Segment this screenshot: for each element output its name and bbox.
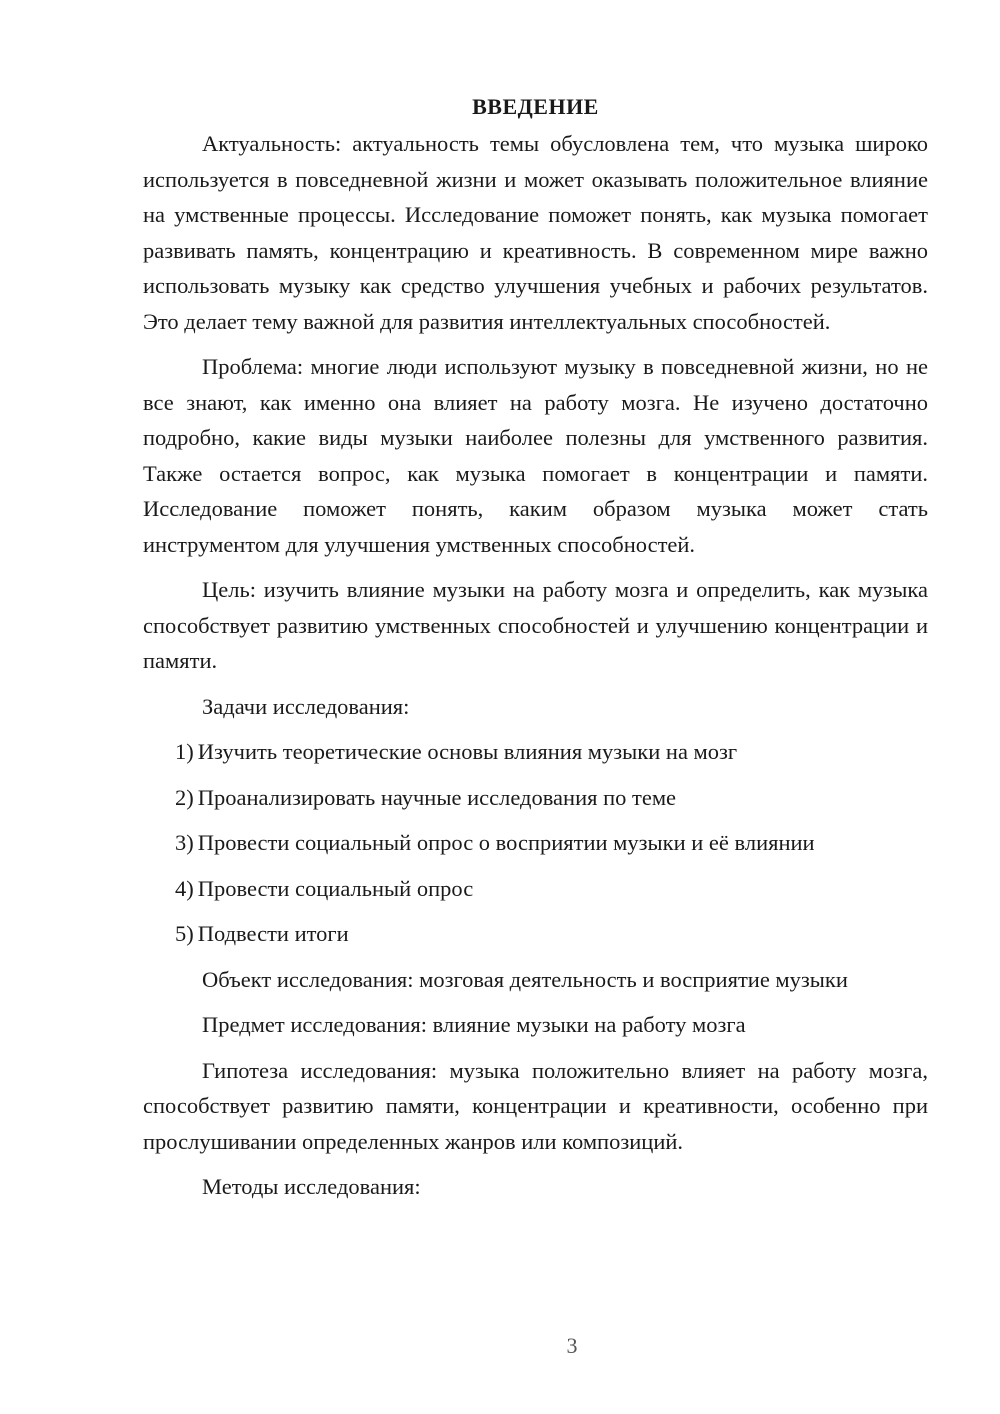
list-item-text: Провести социальный опрос о восприятии музыки и её влиянии xyxy=(197,830,815,855)
subject-paragraph: Предмет исследования: влияние музыки на работу мозга xyxy=(202,1012,746,1037)
list-item-number: 3) xyxy=(175,830,194,855)
tasks-title: Задачи исследования: xyxy=(202,693,410,719)
page-title: ВВЕДЕНИЕ xyxy=(472,94,599,119)
list-item xyxy=(143,916,928,952)
object-paragraph: Объект исследования: мозговая деятельность и восприятие музыки xyxy=(202,966,848,992)
page-number: 3 xyxy=(566,1333,578,1358)
list-item-number: 1) xyxy=(175,739,194,764)
list-item-text: Провести социальный опрос xyxy=(197,875,474,901)
list-item xyxy=(143,780,928,816)
list-item-text: Подвести итоги xyxy=(197,921,349,946)
list-item-number: 2) xyxy=(175,784,194,810)
list-item xyxy=(143,825,928,861)
tasks-list xyxy=(143,734,928,952)
problem-paragraph: Проблема: многие люди используют музыку в повседневной жизни, но не все знают, как именно она влияет на работу мозга. Не изучено достаточно подробно, какие виды музыки наиболее полезны для умственного развития. Также остается вопрос, как музыка помогает в концентрации и памяти. Исследование поможет понять, каким образом музыка может стать инструментом для улучшения умственных способностей. xyxy=(143,354,928,557)
document-page xyxy=(143,92,928,1205)
list-item-text: Изучить теоретические основы влияния музыки на мозг xyxy=(197,739,738,764)
relevance-paragraph: Актуальность: актуальность темы обусловлена тем, что музыка широко используется в повседневной жизни и может оказывать положительное влияние на умственные процессы. Исследование поможет понять, как музыка помогает развивать память, концентрацию и креативность. В современном мире важно использовать музыку как средство улучшения учебных и рабочих результатов. Это делает тему важной для развития интеллектуальных способностей. xyxy=(143,131,928,334)
methods-title: Методы исследования: xyxy=(202,1174,421,1199)
hypothesis-paragraph: Гипотеза исследования: музыка положительно влияет на работу мозга, способствует развитию памяти, концентрации и креативности, особенно при прослушивании определенных жанров или композиций. xyxy=(143,1057,928,1154)
list-item-text: Проанализировать научные исследования по теме xyxy=(197,784,677,810)
list-item-number: 4) xyxy=(175,875,194,901)
list-item xyxy=(143,734,928,770)
list-item-number: 5) xyxy=(175,921,194,946)
list-item xyxy=(143,871,928,907)
goal-paragraph: Цель: изучить влияние музыки на работу мозга и определить, как музыка способствует развитию умственных способностей и улучшению концентрации и памяти. xyxy=(143,577,928,673)
